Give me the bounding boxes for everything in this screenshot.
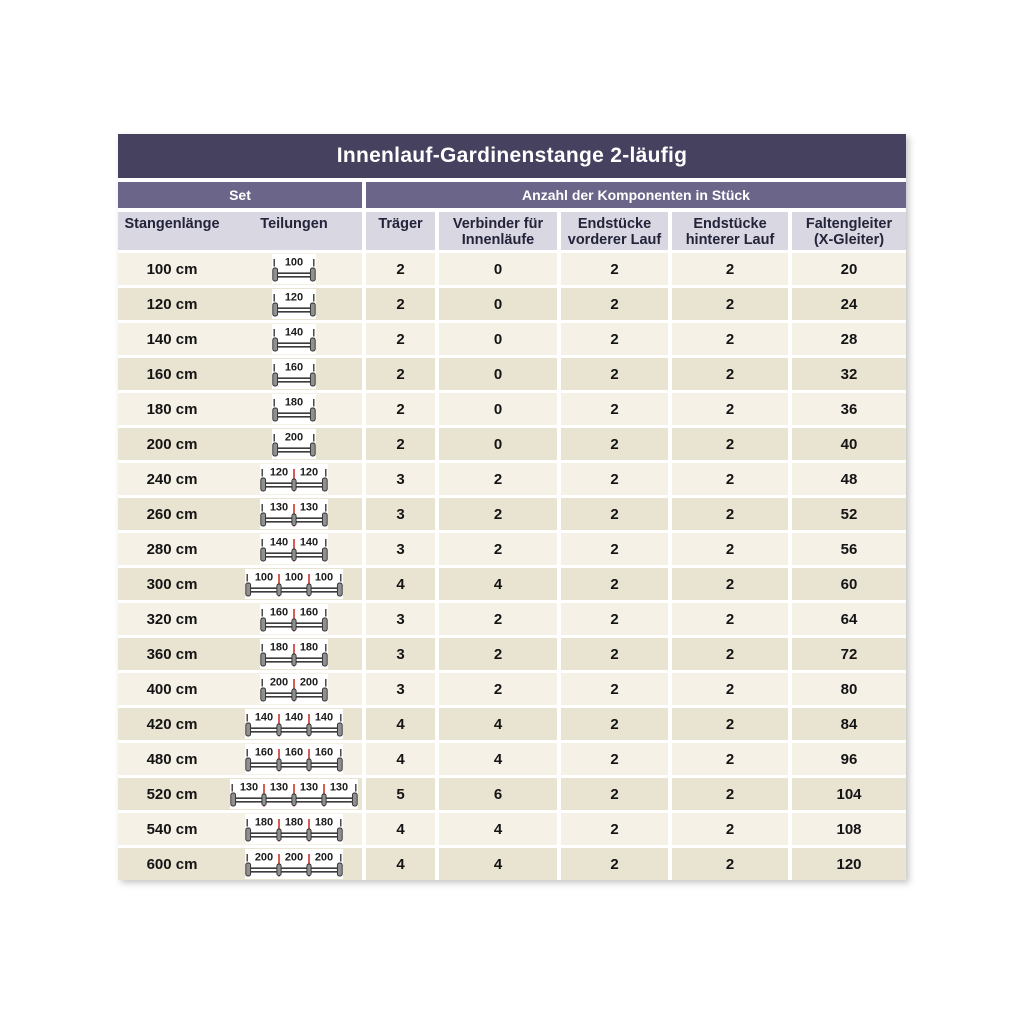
table-row — [118, 743, 906, 775]
faltengleiter-value: 24 — [792, 288, 906, 320]
traeger-value: 2 — [366, 253, 435, 285]
endstuecke-hinterer-lauf-value: 2 — [672, 673, 788, 705]
verbinder-value: 2 — [439, 498, 557, 530]
rod-segments-diagram — [226, 569, 362, 599]
rod-segments-diagram — [226, 709, 362, 739]
endstuecke-hinterer-lauf-value: 2 — [672, 253, 788, 285]
column-header-faltengleiter — [792, 212, 906, 250]
svg-text:130: 130 — [269, 501, 289, 514]
faltengleiter-value: 84 — [792, 708, 906, 740]
endstuecke-vorderer-lauf-value: 2 — [561, 673, 668, 705]
faltengleiter-value: 40 — [792, 428, 906, 460]
svg-text:120: 120 — [284, 291, 304, 304]
svg-text:130: 130 — [329, 781, 349, 794]
endstuecke-vorderer-lauf-value: 2 — [561, 498, 668, 530]
set-cell — [118, 778, 362, 810]
verbinder-value: 4 — [439, 813, 557, 845]
rod-segments-diagram — [226, 429, 362, 459]
traeger-value: 2 — [366, 323, 435, 355]
header-line: Faltengleiter — [805, 216, 893, 232]
endstuecke-vorderer-lauf-value: 2 — [561, 813, 668, 845]
svg-text:130: 130 — [299, 501, 319, 514]
faltengleiter-value: 72 — [792, 638, 906, 670]
set-cell — [118, 708, 362, 740]
verbinder-value: 2 — [439, 638, 557, 670]
svg-text:200: 200 — [269, 676, 289, 689]
endstuecke-hinterer-lauf-value: 2 — [672, 288, 788, 320]
stangenlaenge-value: 100 cm — [146, 260, 198, 278]
rod-segments-diagram — [226, 604, 362, 634]
endstuecke-vorderer-lauf-value: 2 — [561, 743, 668, 775]
rod-segments-diagram — [226, 674, 362, 704]
endstuecke-vorderer-lauf-value: 2 — [561, 323, 668, 355]
header-line: Innenläufe — [461, 231, 535, 248]
column-header-stangenlaenge: Stangenlänge — [124, 216, 220, 232]
rod-segments-diagram — [226, 534, 362, 564]
faltengleiter-value: 28 — [792, 323, 906, 355]
endstuecke-vorderer-lauf-value: 2 — [561, 568, 668, 600]
table-row — [118, 288, 906, 320]
traeger-value: 4 — [366, 743, 435, 775]
faltengleiter-value: 56 — [792, 533, 906, 565]
rod-segments-diagram — [226, 499, 362, 529]
endstuecke-hinterer-lauf-value: 2 — [672, 533, 788, 565]
stangenlaenge-value: 180 cm — [146, 400, 198, 418]
set-cell — [118, 428, 362, 460]
svg-text:100: 100 — [314, 571, 334, 584]
header-line: Verbinder für — [452, 216, 544, 232]
svg-text:160: 160 — [299, 606, 319, 619]
rod-segments-diagram — [226, 394, 362, 424]
stangenlaenge-value: 240 cm — [146, 470, 198, 488]
svg-text:100: 100 — [284, 571, 304, 584]
table-row — [118, 533, 906, 565]
endstuecke-vorderer-lauf-value: 2 — [561, 533, 668, 565]
svg-text:130: 130 — [239, 781, 259, 794]
verbinder-value: 4 — [439, 743, 557, 775]
set-cell — [118, 603, 362, 635]
column-header-verbinder — [439, 212, 557, 250]
column-header-teilungen: Teilungen — [260, 216, 328, 232]
table-row — [118, 778, 906, 810]
set-cell — [118, 288, 362, 320]
endstuecke-hinterer-lauf-value: 2 — [672, 323, 788, 355]
verbinder-value: 2 — [439, 673, 557, 705]
verbinder-value: 6 — [439, 778, 557, 810]
traeger-value: 3 — [366, 673, 435, 705]
page-title: Innenlauf-Gardinenstange 2-läufig — [118, 134, 906, 178]
endstuecke-vorderer-lauf-value: 2 — [561, 358, 668, 390]
svg-text:180: 180 — [269, 641, 289, 654]
faltengleiter-value: 80 — [792, 673, 906, 705]
stangenlaenge-value: 140 cm — [146, 330, 198, 348]
table-row — [118, 358, 906, 390]
set-cell — [118, 568, 362, 600]
svg-text:180: 180 — [284, 396, 304, 409]
stangenlaenge-value: 280 cm — [146, 540, 198, 558]
verbinder-value: 4 — [439, 848, 557, 880]
svg-text:140: 140 — [299, 536, 319, 549]
traeger-value: 4 — [366, 848, 435, 880]
table-row — [118, 708, 906, 740]
verbinder-value: 0 — [439, 323, 557, 355]
group-header-row — [118, 182, 906, 208]
endstuecke-hinterer-lauf-value: 2 — [672, 708, 788, 740]
traeger-value: 2 — [366, 428, 435, 460]
endstuecke-vorderer-lauf-value: 2 — [561, 253, 668, 285]
set-cell — [118, 533, 362, 565]
traeger-value: 5 — [366, 778, 435, 810]
stangenlaenge-value: 520 cm — [146, 785, 198, 803]
rod-segments-diagram — [226, 814, 362, 844]
verbinder-value: 4 — [439, 568, 557, 600]
traeger-value: 3 — [366, 533, 435, 565]
endstuecke-vorderer-lauf-value: 2 — [561, 288, 668, 320]
verbinder-value: 0 — [439, 428, 557, 460]
faltengleiter-value: 32 — [792, 358, 906, 390]
endstuecke-vorderer-lauf-value: 2 — [561, 463, 668, 495]
svg-text:120: 120 — [269, 466, 289, 479]
traeger-value: 3 — [366, 498, 435, 530]
endstuecke-hinterer-lauf-value: 2 — [672, 428, 788, 460]
rod-segments-diagram — [226, 359, 362, 389]
stangenlaenge-value: 320 cm — [146, 610, 198, 628]
faltengleiter-value: 108 — [792, 813, 906, 845]
stangenlaenge-value: 260 cm — [146, 505, 198, 523]
verbinder-value: 0 — [439, 358, 557, 390]
rod-segments-diagram — [226, 779, 362, 809]
svg-text:140: 140 — [314, 711, 334, 724]
stangenlaenge-value: 420 cm — [146, 715, 198, 733]
traeger-value: 4 — [366, 708, 435, 740]
verbinder-value: 2 — [439, 533, 557, 565]
endstuecke-hinterer-lauf-value: 2 — [672, 813, 788, 845]
column-header-row — [118, 212, 906, 250]
set-cell — [118, 498, 362, 530]
faltengleiter-value: 60 — [792, 568, 906, 600]
svg-text:200: 200 — [284, 431, 304, 444]
svg-text:160: 160 — [284, 361, 304, 374]
stangenlaenge-value: 160 cm — [146, 365, 198, 383]
header-line: Träger — [378, 216, 423, 232]
column-header-endstuecke-hinterer — [672, 212, 788, 250]
traeger-value: 2 — [366, 358, 435, 390]
table-row — [118, 638, 906, 670]
svg-text:130: 130 — [299, 781, 319, 794]
endstuecke-vorderer-lauf-value: 2 — [561, 778, 668, 810]
endstuecke-hinterer-lauf-value: 2 — [672, 393, 788, 425]
rod-segments-diagram — [226, 464, 362, 494]
endstuecke-vorderer-lauf-value: 2 — [561, 603, 668, 635]
svg-text:200: 200 — [299, 676, 319, 689]
faltengleiter-value: 48 — [792, 463, 906, 495]
group-header-components: Anzahl der Komponenten in Stück — [366, 182, 906, 208]
set-cell — [118, 813, 362, 845]
endstuecke-hinterer-lauf-value: 2 — [672, 638, 788, 670]
rod-segments-diagram — [226, 639, 362, 669]
table-row — [118, 463, 906, 495]
endstuecke-hinterer-lauf-value: 2 — [672, 568, 788, 600]
svg-text:200: 200 — [284, 851, 304, 864]
svg-text:180: 180 — [284, 816, 304, 829]
table-row — [118, 673, 906, 705]
stangenlaenge-value: 120 cm — [146, 295, 198, 313]
rod-segments-diagram — [226, 254, 362, 284]
stangenlaenge-value: 480 cm — [146, 750, 198, 768]
faltengleiter-value: 96 — [792, 743, 906, 775]
table-row — [118, 428, 906, 460]
verbinder-value: 0 — [439, 393, 557, 425]
endstuecke-hinterer-lauf-value: 2 — [672, 848, 788, 880]
traeger-value: 3 — [366, 463, 435, 495]
column-header-traeger — [366, 212, 435, 250]
svg-text:140: 140 — [284, 711, 304, 724]
set-cell — [118, 253, 362, 285]
header-line: vorderer Lauf — [567, 231, 662, 248]
header-line: Endstücke — [577, 216, 652, 232]
verbinder-value: 0 — [439, 253, 557, 285]
svg-text:160: 160 — [314, 746, 334, 759]
faltengleiter-value: 36 — [792, 393, 906, 425]
faltengleiter-value: 52 — [792, 498, 906, 530]
product-table — [118, 134, 906, 880]
endstuecke-hinterer-lauf-value: 2 — [672, 778, 788, 810]
endstuecke-hinterer-lauf-value: 2 — [672, 603, 788, 635]
rod-segments-diagram — [226, 289, 362, 319]
stangenlaenge-value: 540 cm — [146, 820, 198, 838]
svg-text:140: 140 — [254, 711, 274, 724]
verbinder-value: 2 — [439, 463, 557, 495]
svg-text:120: 120 — [299, 466, 319, 479]
header-line: hinterer Lauf — [685, 231, 775, 248]
endstuecke-vorderer-lauf-value: 2 — [561, 848, 668, 880]
endstuecke-hinterer-lauf-value: 2 — [672, 498, 788, 530]
stangenlaenge-value: 400 cm — [146, 680, 198, 698]
svg-text:180: 180 — [314, 816, 334, 829]
faltengleiter-value: 64 — [792, 603, 906, 635]
faltengleiter-value: 20 — [792, 253, 906, 285]
rod-segments-diagram — [226, 849, 362, 879]
table-row — [118, 813, 906, 845]
header-line: Endstücke — [693, 216, 767, 232]
table-row — [118, 498, 906, 530]
header-line: (X-Gleiter) — [813, 231, 885, 248]
endstuecke-hinterer-lauf-value: 2 — [672, 358, 788, 390]
svg-text:140: 140 — [269, 536, 289, 549]
traeger-value: 4 — [366, 813, 435, 845]
table-row — [118, 848, 906, 880]
endstuecke-hinterer-lauf-value: 2 — [672, 743, 788, 775]
svg-text:140: 140 — [284, 326, 304, 339]
rod-segments-diagram — [226, 744, 362, 774]
svg-text:160: 160 — [254, 746, 274, 759]
stangenlaenge-value: 600 cm — [146, 855, 198, 873]
faltengleiter-value: 120 — [792, 848, 906, 880]
svg-text:100: 100 — [284, 256, 304, 269]
traeger-value: 2 — [366, 393, 435, 425]
endstuecke-vorderer-lauf-value: 2 — [561, 638, 668, 670]
set-cell — [118, 673, 362, 705]
svg-text:100: 100 — [254, 571, 274, 584]
set-cell — [118, 358, 362, 390]
stangenlaenge-value: 360 cm — [146, 645, 198, 663]
faltengleiter-value: 104 — [792, 778, 906, 810]
set-cell — [118, 848, 362, 880]
traeger-value: 4 — [366, 568, 435, 600]
endstuecke-hinterer-lauf-value: 2 — [672, 463, 788, 495]
set-cell — [118, 463, 362, 495]
svg-text:130: 130 — [269, 781, 289, 794]
table-row — [118, 603, 906, 635]
stangenlaenge-value: 300 cm — [146, 575, 198, 593]
verbinder-value: 4 — [439, 708, 557, 740]
table-row — [118, 393, 906, 425]
endstuecke-vorderer-lauf-value: 2 — [561, 708, 668, 740]
svg-text:160: 160 — [269, 606, 289, 619]
column-header-set — [118, 212, 362, 250]
table-row — [118, 568, 906, 600]
verbinder-value: 2 — [439, 603, 557, 635]
traeger-value: 2 — [366, 288, 435, 320]
svg-text:180: 180 — [299, 641, 319, 654]
set-cell — [118, 323, 362, 355]
endstuecke-vorderer-lauf-value: 2 — [561, 393, 668, 425]
set-cell — [118, 638, 362, 670]
svg-text:200: 200 — [314, 851, 334, 864]
svg-text:160: 160 — [284, 746, 304, 759]
svg-text:200: 200 — [254, 851, 274, 864]
table-row — [118, 323, 906, 355]
verbinder-value: 0 — [439, 288, 557, 320]
rod-segments-diagram — [226, 324, 362, 354]
traeger-value: 3 — [366, 603, 435, 635]
svg-text:180: 180 — [254, 816, 274, 829]
table-row — [118, 253, 906, 285]
set-cell — [118, 743, 362, 775]
traeger-value: 3 — [366, 638, 435, 670]
stangenlaenge-value: 200 cm — [146, 435, 198, 453]
table-body — [118, 253, 906, 880]
endstuecke-vorderer-lauf-value: 2 — [561, 428, 668, 460]
group-header-set: Set — [118, 182, 362, 208]
column-header-endstuecke-vorderer — [561, 212, 668, 250]
set-cell — [118, 393, 362, 425]
